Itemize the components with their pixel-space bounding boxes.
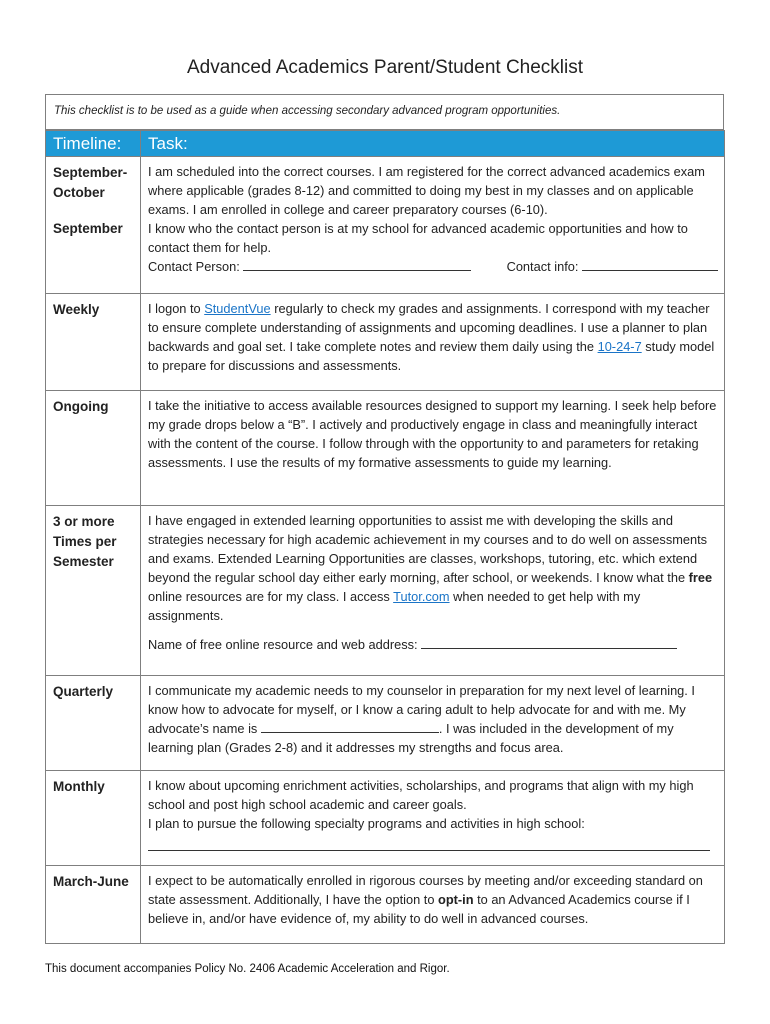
task-text: to an Advanced Academics course if I believe in, and/or have evidence of, my ability to do well in advanced courses. (148, 891, 690, 926)
task-text: study model to prepare for discussions and assessments. (148, 338, 715, 373)
timeline-line: 3 or more (53, 513, 115, 529)
contact-info-field[interactable] (507, 257, 718, 276)
resource-field[interactable] (148, 635, 718, 654)
timeline-line: Semester (53, 553, 114, 569)
table-row (46, 865, 725, 943)
task-cell (141, 865, 725, 943)
task-text: I logon to (148, 300, 205, 316)
table-row (46, 219, 725, 293)
timeline-cell: Weekly (46, 293, 141, 390)
table-header-row (46, 131, 725, 157)
studentvue-link[interactable]: StudentVue (204, 300, 271, 316)
advocate-name-blank[interactable] (261, 719, 439, 733)
table-row (46, 505, 725, 675)
timeline-cell (46, 505, 141, 675)
task-text: online resources are for my class. I access (148, 588, 394, 604)
task-cell (141, 770, 725, 865)
checklist-table (45, 130, 725, 944)
task-cell (141, 675, 725, 770)
task-text: . I was included in the development of my learning plan (Grades 2-8) and it addresses my strengths and focus area. (148, 720, 674, 755)
page-title: Advanced Academics Parent/Student Checklist (186, 57, 584, 78)
intro-note: This checklist is to be used as a guide when accessing secondary advanced program opportunities. (45, 94, 724, 130)
resource-label: Name of free online resource and web address: (148, 636, 418, 652)
task-cell: I take the initiative to access available resources designed to support my learning. I seek help before my grade drops below a “B”. I actively and productively engage in class and meaningfully interact with the content of the course. I follow through with the opportunity to and parameters for retaking assessments. I use the results of my formative assessments to guide my learning. (141, 390, 725, 505)
timeline-cell: Ongoing (46, 390, 141, 505)
timeline-cell: March-June (46, 865, 141, 943)
timeline-cell: Quarterly (46, 675, 141, 770)
timeline-cell: September (46, 219, 141, 293)
task-header: Task: (141, 131, 725, 157)
contact-person-label: Contact Person: (148, 259, 240, 274)
table-row (46, 770, 725, 865)
timeline-cell: Monthly (46, 770, 141, 865)
study-model-link[interactable]: 10-24-7 (597, 338, 642, 354)
task-text: I communicate my academic needs to my counselor in preparation for my next level of learning. I know how to advocate for myself, or I know a caring adult to help advocate for and with me. My advocate’s name is (148, 682, 695, 736)
task-cell (141, 219, 725, 293)
contact-row (148, 257, 718, 276)
emphasis-text: opt-in (438, 891, 474, 907)
contact-person-blank[interactable] (243, 257, 471, 271)
contact-info-blank[interactable] (582, 257, 718, 271)
contact-info-label: Contact info: (506, 259, 579, 274)
task-text: when needed to get help with my assignments. (148, 588, 641, 623)
table-row (46, 293, 725, 390)
task-text: I know about upcoming enrichment activities, scholarships, and programs that align with my high school and post high school academic and career goals. (148, 777, 694, 812)
footer-note: This document accompanies Policy No. 2406 Academic Acceleration and Rigor. (45, 963, 450, 975)
tutor-link[interactable]: Tutor.com (393, 588, 450, 604)
task-text: I have engaged in extended learning opportunities to assist me with developing the skills and strategies necessary for high academic achievement in my courses and to do well on assessments and exams. Extended Learning Opportunities are classes, workshops, tutoring, etc. which extend beyond the regular school day either early morning, after school, or weekends. I know what the (148, 512, 708, 585)
table-row (46, 675, 725, 770)
contact-person-field[interactable] (148, 257, 471, 276)
specialty-programs-blank[interactable] (148, 837, 710, 851)
timeline-cell: September-October (46, 157, 141, 220)
task-text: I expect to be automatically enrolled in rigorous courses by meeting and/or exceeding standard on state assessment. Additionally, I have the option to (148, 872, 703, 907)
resource-blank[interactable] (421, 635, 677, 649)
task-cell (141, 505, 725, 675)
task-cell (141, 293, 725, 390)
timeline-line: Times per (53, 533, 117, 549)
table-row (46, 390, 725, 505)
task-text: regularly to check my grades and assignments. I correspond with my teacher to ensure complete understanding of assignments and upcoming deadlines. I use a planner to plan backwards and goal set. I take complete notes and review them daily using the (148, 300, 710, 354)
task-text: I plan to pursue the following specialty programs and activities in high school: (148, 815, 585, 831)
timeline-header: Timeline: (46, 131, 141, 157)
emphasis-text: free (688, 569, 713, 585)
task-cell: I am scheduled into the correct courses. I am registered for the correct advanced academics exam where applicable (grades 8-12) and committed to doing my best in my classes and on applicable exams. I am enrolled in college and career preparatory courses (6-10). (141, 157, 725, 220)
table-row (46, 157, 725, 220)
task-text: I know who the contact person is at my school for advanced academic opportunities and how to contact them for help. (148, 221, 688, 255)
